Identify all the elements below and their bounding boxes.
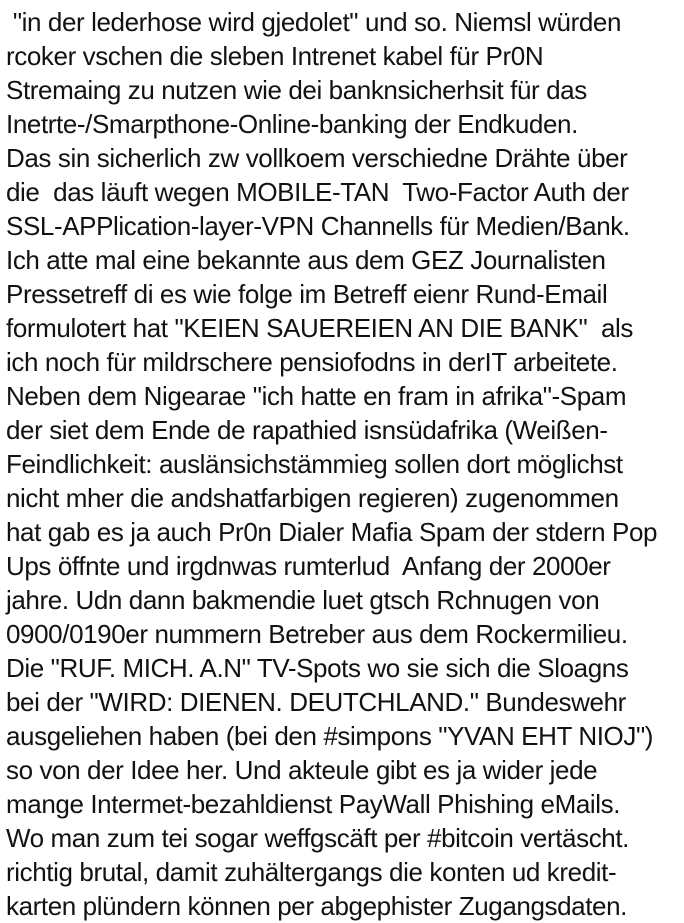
text-line: Ups öffnte und irgdnwas rumterlud Anfang der 2000er (6, 551, 611, 581)
text-line: ausgeliehen haben (bei den #simpons "YVAN EHT NIOJ") (6, 721, 654, 751)
text-line: Wo man zum tei sogar weffgscäft per #bitcoin vertäscht. (6, 823, 629, 853)
text-line: Ich atte mal eine bekannte aus dem GEZ Journalisten (6, 245, 606, 275)
text-line: ich noch für mildrschere pensiofodns in derIT arbeitete. (6, 347, 618, 377)
text-line: richtig brutal, damit zuhältergangs die konten ud kredit- (6, 857, 617, 887)
text-line: Neben dem Nigearae "ich hatte en fram in afrika"-Spam (6, 381, 627, 411)
text-line: nicht mher die andshatfarbigen regieren) zugenommen (6, 483, 619, 513)
text-line: Das sin sicherlich zw vollkoem verschiedne Drähte über (6, 143, 628, 173)
text-line: 0900/0190er nummern Betreber aus dem Rockermilieu. (6, 619, 628, 649)
text-block (6, 5, 682, 923)
text-line: hat gab es ja auch Pr0n Dialer Mafia Spam der stdern Pop (6, 517, 658, 547)
text-line: formulotert hat "KEIEN SAUEREIEN AN DIE BANK" als (6, 313, 634, 343)
text-line: Stremaing zu nutzen wie dei banknsicherhsit für das (6, 75, 587, 105)
text-line: karten plündern können per abgephister Zugangsdaten. (6, 891, 627, 921)
text-line: Feindlichkeit: auslänsichstämmieg sollen dort möglichst (6, 449, 623, 479)
text-line: bei der "WIRD: DIENEN. DEUTCHLAND." Bundeswehr (6, 687, 626, 717)
text-line: mange Intermet-bezahldienst PayWall Phishing eMails. (6, 789, 621, 819)
text-line: die das läuft wegen MOBILE-TAN Two-Factor Auth der (6, 177, 629, 207)
text-line: Pressetreff di es wie folge im Betreff eienr Rund-Email (6, 279, 608, 309)
text-line: der siet dem Ende de rapathied isnsüdafrika (Weißen- (6, 415, 608, 445)
text-line: so von der Idee her. Und akteule gibt es ja wider jede (6, 755, 598, 785)
text-line: "in der lederhose wird gjedolet" und so. Niemsl würden (6, 7, 622, 37)
text-line: SSL-APPlication-layer-VPN Channells für Medien/Bank. (6, 211, 630, 241)
text-line: jahre. Udn dann bakmendie luet gtsch Rchnugen von (6, 585, 600, 615)
text-line: Inetrte-/Smarpthone-Online-banking der Endkuden. (6, 109, 578, 139)
text-line: Die "RUF. MICH. A.N" TV-Spots wo sie sich die Sloagns (6, 653, 629, 683)
text-line: rcoker vschen die sleben Intrenet kabel für Pr0N (6, 41, 544, 71)
